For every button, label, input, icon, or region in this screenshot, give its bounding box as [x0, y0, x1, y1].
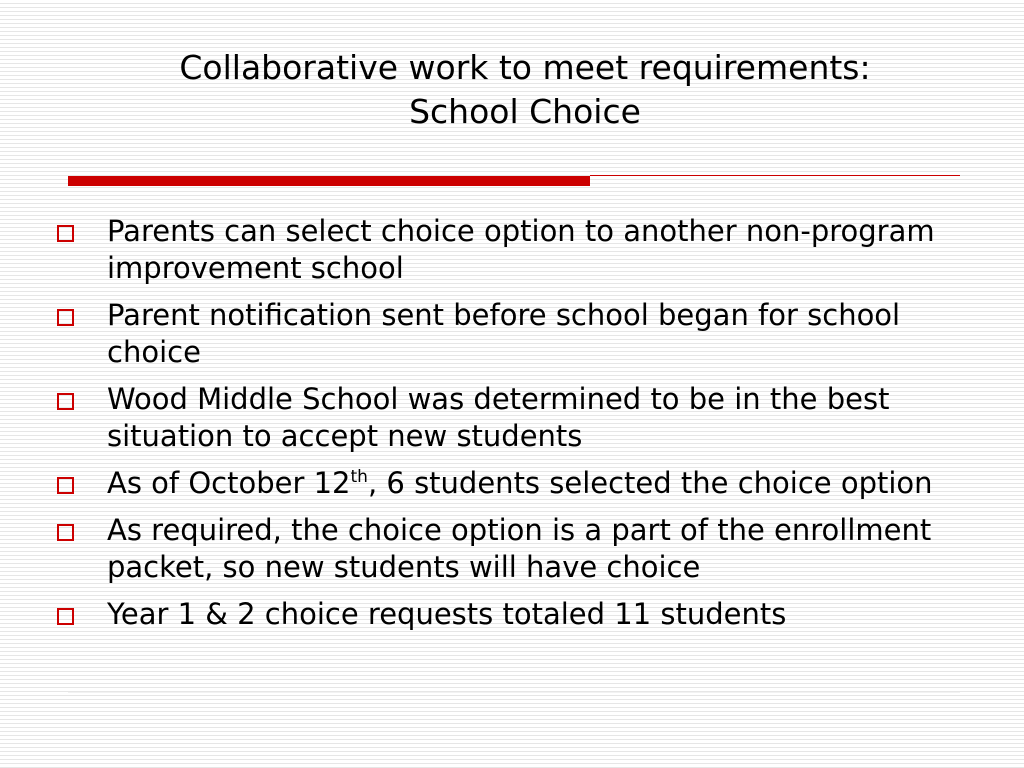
- bullet-text: Year 1 & 2 choice requests totaled 11 students: [107, 597, 787, 631]
- list-item: [0, 465, 1024, 502]
- slide-title: [60, 46, 990, 134]
- hollow-square-icon: [57, 477, 74, 494]
- title-divider-line: [590, 175, 960, 176]
- bullet-text: Parents can select choice option to another non-program improvement school: [107, 214, 935, 285]
- hollow-square-icon: [57, 524, 74, 541]
- bullet-text: Wood Middle School was determined to be in the best situation to accept new students: [107, 382, 890, 453]
- bullet-list: [0, 213, 1024, 643]
- list-item: [0, 512, 1024, 586]
- bullet-text: As required, the choice option is a part of the enrollment packet, so new students will have choice: [107, 513, 932, 584]
- bullet-text-part: As of October 12: [107, 466, 351, 500]
- hollow-square-icon: [57, 608, 74, 625]
- hollow-square-icon: [57, 225, 74, 242]
- bullet-text: Parent notification sent before school began for school choice: [107, 298, 901, 369]
- title-line: Collaborative work to meet requirements:: [179, 48, 871, 87]
- list-item: [0, 297, 1024, 371]
- ordinal-superscript: th: [350, 467, 368, 487]
- bottom-rule: [68, 692, 960, 693]
- bullet-text: [107, 466, 933, 500]
- list-item: [0, 381, 1024, 455]
- title-line: School Choice: [409, 92, 641, 131]
- list-item: [0, 596, 1024, 633]
- hollow-square-icon: [57, 309, 74, 326]
- title-divider-bar: [68, 176, 590, 186]
- hollow-square-icon: [57, 393, 74, 410]
- list-item: [0, 213, 1024, 287]
- bullet-text-part: , 6 students selected the choice option: [367, 466, 933, 500]
